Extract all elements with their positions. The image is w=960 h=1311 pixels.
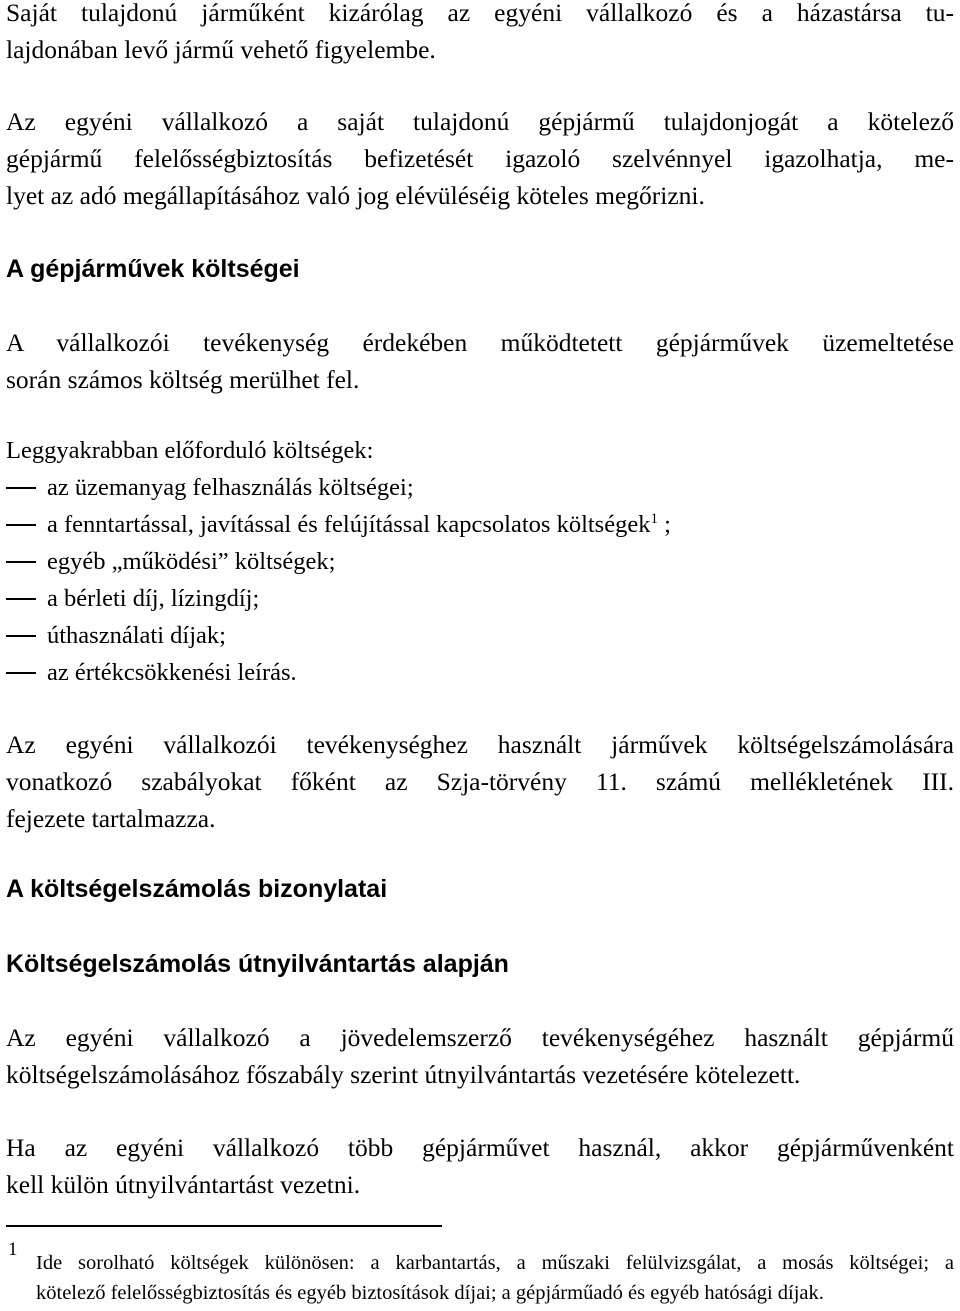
paragraph-line: kell külön útnyilvántartást vezetni. — [6, 1170, 361, 1199]
heading-logbook-accounting: Költségelszámolás útnyilvántartás alapján — [6, 950, 509, 978]
list-intro: Leggyakrabban előforduló költségek: — [6, 437, 374, 464]
list-item-text: a fenntartással, javítással és felújítással kapcsolatos költségek — [47, 511, 651, 538]
list-item — [6, 543, 671, 580]
footnote-divider — [6, 1225, 442, 1227]
paragraph-line: során számos költség merülhet fel. — [6, 365, 360, 394]
list-item-text: egyéb „működési” költségek; — [47, 548, 336, 575]
paragraph-line: Ha az egyéni vállalkozó több gépjárművet használ, akkor gépjárművenként — [6, 1133, 954, 1162]
list-item-text: az üzemanyag felhasználás költségei; — [47, 474, 414, 501]
dash-bullet — [6, 598, 36, 600]
footnote-line: kötelező felelősségbiztosítás és egyéb biztosítások díjai; a gépjárműadó és egyéb hatósági díjak. — [36, 1282, 824, 1304]
list-item-text: úthasználati díjak; — [47, 622, 226, 649]
paragraph-line: fejezete tartalmazza. — [6, 804, 216, 833]
list-item — [6, 506, 671, 543]
heading-accounting-documents: A költségelszámolás bizonylatai — [6, 875, 388, 903]
paragraph-line: lajdonában levő jármű vehető figyelembe. — [6, 35, 436, 64]
list-item — [6, 580, 671, 617]
list-item-text: a bérleti díj, lízingdíj; — [47, 585, 260, 612]
paragraph-regulation-reference — [6, 726, 954, 837]
footnote-text — [36, 1248, 954, 1308]
paragraph-line: Saját tulajdonú járműként kizárólag az egyéni vállalkozó és a házastársa tu- — [6, 0, 954, 27]
heading-vehicle-costs: A gépjárművek költségei — [6, 255, 300, 283]
paragraph-line: Az egyéni vállalkozó a saját tulajdonú gépjármű tulajdonjogát a kötelező — [6, 107, 954, 136]
dash-bullet — [6, 635, 36, 637]
list-item-text: az értékcsökkenési leírás. — [47, 659, 297, 686]
paragraph-line: költségelszámolásához főszabály szerint útnyilvántartás vezetésére kötelezett. — [6, 1060, 801, 1089]
paragraph-line: Az egyéni vállalkozói tevékenységhez használt járművek költségelszámolására — [6, 730, 954, 759]
list-item — [6, 654, 671, 691]
cost-list — [6, 432, 671, 691]
paragraph-line: gépjármű felelősségbiztosítás befizetését igazoló szelvénnyel igazolhatja, me- — [6, 144, 954, 173]
paragraph-line: A vállalkozói tevékenység érdekében működtetett gépjárművek üzemeltetése — [6, 328, 954, 357]
list-item-suffix: ; — [664, 511, 671, 538]
paragraph-line: vonatkozó szabályokat főként az Szja-törvény 11. számú mellékletének III. — [6, 767, 954, 796]
paragraph-operating-costs — [6, 324, 954, 398]
dash-bullet — [6, 672, 36, 674]
paragraph-line: Az egyéni vállalkozó a jövedelemszerző tevékenységéhez használt gépjármű — [6, 1023, 954, 1052]
paragraph-ownership-proof — [6, 103, 954, 214]
paragraph-logbook-obligation — [6, 1019, 954, 1093]
dash-bullet — [6, 524, 36, 526]
paragraph-line: lyet az adó megállapításához való jog elévüléséig köteles megőrizni. — [6, 181, 705, 210]
list-item — [6, 617, 671, 654]
paragraph-multiple-vehicles — [6, 1129, 954, 1203]
list-item — [6, 469, 671, 506]
paragraph-own-vehicle — [6, 0, 954, 68]
footnote-line: Ide sorolható költségek különösen: a karbantartás, a műszaki felülvizsgálat, a mosás költségei; a — [36, 1252, 954, 1274]
dash-bullet — [6, 487, 36, 489]
footnote-number: 1 — [8, 1239, 18, 1260]
footnote-reference[interactable]: 1 — [650, 510, 658, 527]
dash-bullet — [6, 561, 36, 563]
